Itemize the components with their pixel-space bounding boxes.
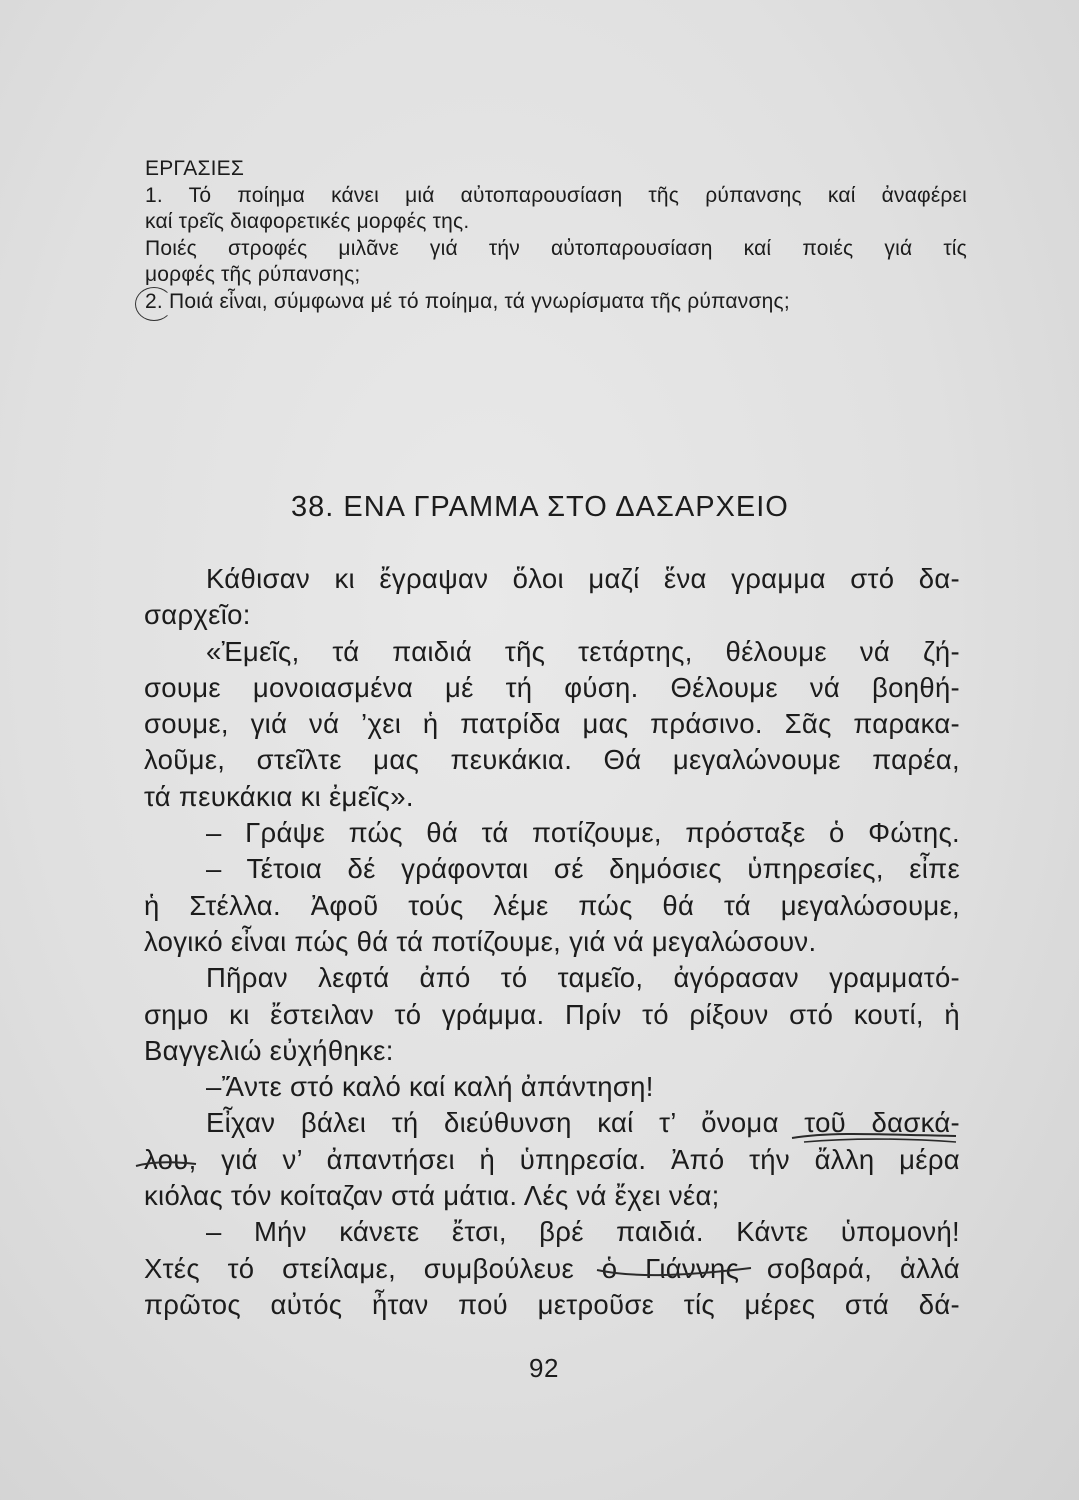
exercise-line: Ποιές στροφές μιλᾶνε γιά τήν αὐτοπαρουσίαση καί ποιές γιά τίς: [145, 236, 967, 260]
body-line: σουμε μονοιασμένα μέ τή φύση. Θέλουμε νά βοηθή-: [144, 671, 960, 703]
body-line: – Μήν κάνετε ἔτσι, βρέ παιδιά. Κάντε ὑπομονή!: [206, 1216, 960, 1248]
exercises-heading: ΕΡΓΑΣΙΕΣ: [145, 157, 245, 180]
body-line: Χτές τό στείλαμε, συμβούλευε ὁ Γιάννης σοβαρά, ἀλλά: [144, 1252, 960, 1284]
body-line: λοῦμε, στεῖλτε μας πευκάκια. Θά μεγαλώνουμε παρέα,: [144, 744, 960, 776]
body-line: – Γράψε πώς θά τά ποτίζουμε, πρόσταξε ὁ Φώτης.: [206, 817, 960, 849]
body-line: «Ἐμεῖς, τά παιδιά τῆς τετάρτης, θέλουμε νά ζή-: [206, 635, 960, 667]
body-line: Κάθισαν κι ἔγραψαν ὅλοι μαζί ἕνα γραμμα στό δα-: [206, 563, 960, 594]
exercise-item-2: [145, 289, 967, 316]
exercise-line: 1. Τό ποίημα κάνει μιά αὐτοπαρουσίαση τῆς ρύπανσης καί ἀναφέρει: [145, 183, 967, 207]
page-number: 92: [529, 1353, 559, 1383]
body-line: σαρχεῖο:: [144, 599, 251, 631]
body-line: λου, γιά ν’ ἀπαντήσει ἡ ὑπηρεσία. Ἀπό τήν ἄλλη μέρα: [144, 1143, 960, 1175]
chapter-body: [144, 561, 960, 1323]
body-line: Βαγγελιώ εὐχήθηκε:: [144, 1034, 394, 1066]
exercise-line: καί τρεῖς διαφορετικές μορφές της.: [145, 210, 470, 233]
body-line: κιόλας τόν κοίταζαν στά μάτια. Λές νά ἔχει νέα;: [144, 1180, 720, 1212]
body-line: πρῶτος αὐτός ἦταν πού μετροῦσε τίς μέρες στά δά-: [144, 1288, 960, 1320]
exercise-item-2-text: Ποιά εἶναι, σύμφωνα μέ τό ποίημα, τά γνωρίσματα τῆς ρύπανσης;: [168, 289, 790, 313]
body-line: ἡ Στέλλα. Ἀφοῦ τούς λέμε πώς θά τά μεγαλώσουμε,: [144, 889, 960, 921]
body-line: σημο κι ἔστειλαν τό γράμμα. Πρίν τό ρίξουν στό κουτί, ἡ: [144, 998, 960, 1030]
body-line: –Ἄντε στό καλό καί καλή ἀπάντηση!: [206, 1071, 654, 1103]
body-line: τά πευκάκια κι ἐμεῖς».: [144, 780, 414, 812]
body-line: – Τέτοια δέ γράφονται σέ δημόσιες ὑπηρεσίες, εἶπε: [206, 853, 960, 885]
exercises-section: [145, 156, 967, 315]
body-line: σουμε, γιά νά ’χει ἡ πατρίδα μας πράσινο. Σᾶς παρακα-: [144, 708, 960, 740]
exercise-item-2-number: 2.: [145, 290, 169, 313]
exercise-line: μορφές τῆς ρύπανσης;: [145, 263, 361, 286]
chapter-title: 38. ΕΝΑ ΓΡΑΜΜΑ ΣΤΟ ΔΑΣΑΡΧΕΙΟ: [291, 491, 789, 523]
body-line: λογικό εἶναι πώς θά τά ποτίζουμε, γιά νά μεγαλώσουν.: [144, 925, 817, 957]
body-line: Πῆραν λεφτά ἀπό τό ταμεῖο, ἀγόρασαν γραμματό-: [206, 962, 960, 994]
body-line: Εἶχαν βάλει τή διεύθυνση καί τ’ ὄνομα τοῦ δασκά-: [206, 1107, 960, 1139]
